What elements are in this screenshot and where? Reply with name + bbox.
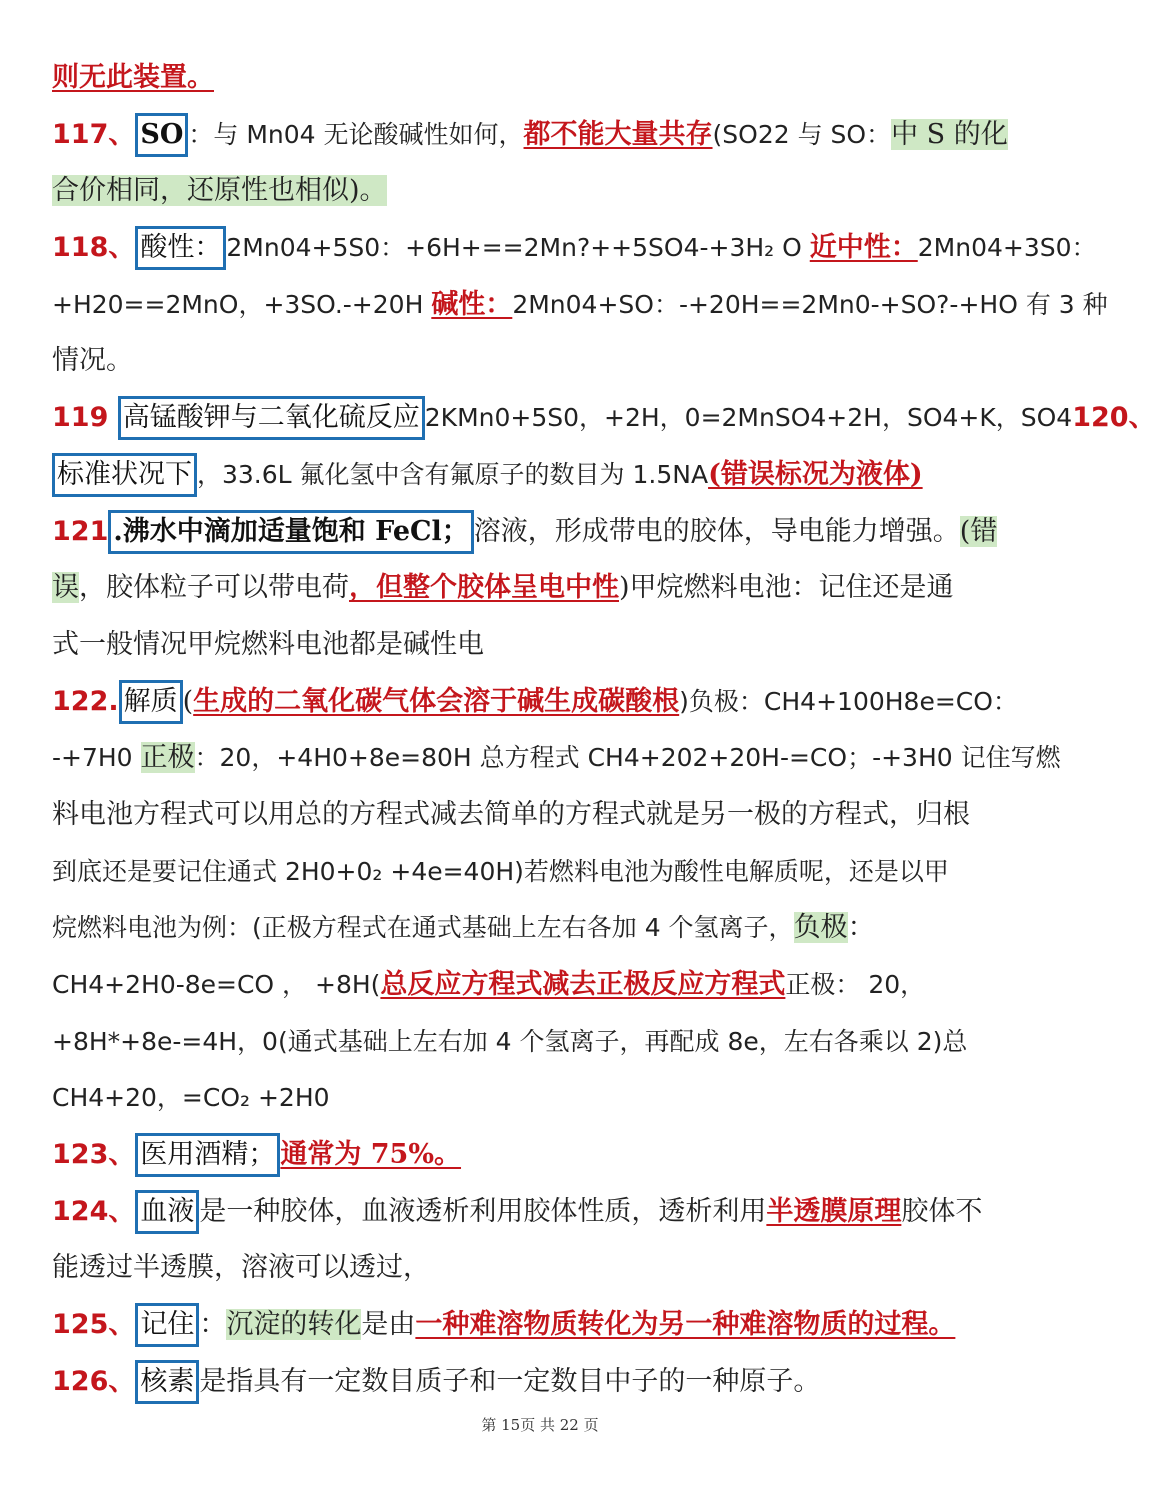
red-emphasis: 都不能大量共存 <box>523 118 713 150</box>
page-footer: 第 15页 共 22 页 <box>481 1416 599 1434</box>
red-emphasis: (错误标况为液体) <box>708 458 923 490</box>
text-span: 溶液，形成带电的胶体，导电能力增强。 <box>473 515 960 547</box>
red-emphasis: 近中性： <box>809 232 918 264</box>
text-line <box>52 1297 1042 1354</box>
text-line <box>52 900 1042 957</box>
red-emphasis: 一种难溶物质转化为另一种难溶物质的过程。 <box>415 1309 956 1341</box>
boxed-keyword: 解质 <box>119 680 183 724</box>
boxed-keyword: 核素 <box>135 1360 199 1404</box>
highlighted-text: 合价相同，还原性也相似)。 <box>52 175 387 207</box>
text-span: 情况。 <box>52 345 133 377</box>
text-line <box>52 1127 1042 1184</box>
boxed-keyword: 血液 <box>135 1190 199 1234</box>
item-number: 121 <box>52 515 109 547</box>
text-span: 到底还是要记住通式 2H0+0₂ +4e=40H)若燃料电池为酸性电解质呢，还是以甲 <box>52 856 949 886</box>
text-span: 式一般情况甲烷燃料电池都是碱性电 <box>52 628 484 660</box>
text-line <box>52 560 1042 617</box>
highlighted-text: 误 <box>52 572 79 604</box>
item-number: 123、 <box>52 1139 136 1171</box>
boxed-keyword: 高锰酸钾与二氧化硫反应 <box>118 396 425 440</box>
red-emphasis: 生成的二氧化碳气体会溶于碱生成碳酸根 <box>193 685 680 717</box>
red-emphasis: 通常为 75%。 <box>280 1139 462 1171</box>
text-line <box>52 163 1042 220</box>
text-line <box>52 844 1042 901</box>
item-number: 117、 <box>52 118 136 150</box>
text-line <box>52 1240 1042 1297</box>
item-number: 119 <box>52 402 118 434</box>
highlighted-text: 中 S 的化 <box>891 118 1008 150</box>
text-line <box>52 1014 1042 1071</box>
boxed-keyword: 酸性： <box>135 226 226 270</box>
text-span: )负极：CH4+100H8e=CO： <box>679 686 1018 716</box>
text-span: CH4+2H0-8e=CO ， +8H( <box>52 970 381 999</box>
text-span: +8H*+8e-=4H，0(通式基础上左右加 4 个氢离子，再配成 8e，左右各乘以 2)总 <box>52 1026 968 1056</box>
boxed-keyword: 医用酒精； <box>135 1133 280 1177</box>
text-span: CH4+20，=CO₂ +2H0 <box>52 1083 330 1113</box>
text-span: 能透过半透膜，溶液可以透过， <box>52 1252 430 1284</box>
item-number: 126、 <box>52 1365 136 1397</box>
item-number: 122. <box>52 685 119 717</box>
text-span: 是指具有一定数目质子和一定数目中子的一种原子。 <box>199 1365 821 1397</box>
text-line <box>52 674 1042 731</box>
boxed-keyword: SO <box>135 113 188 157</box>
text-line <box>52 277 1108 334</box>
text-span: 2KMn0+5S0，+2H，0=2MnSO4+2H，SO4+K，SO4 <box>424 403 1073 433</box>
highlighted-text: 负极 <box>793 912 848 944</box>
text-line <box>52 220 1097 277</box>
text-line <box>52 390 1156 447</box>
highlighted-text: (错 <box>959 515 998 547</box>
text-span: ( <box>182 685 194 717</box>
text-span: ：20，+4H0+8e=80H 总方程式 CH4+202+20H-=CO；-+3H0 记住写燃 <box>194 743 1061 773</box>
text-line <box>52 1354 1042 1411</box>
highlighted-text: 沉淀的转化 <box>226 1309 362 1341</box>
red-emphasis: 总反应方程式减去正极反应方程式 <box>380 969 786 1000</box>
text-span: ，33.6L 氟化氢中含有氟原子的数目为 1.5NA <box>197 459 709 489</box>
item-number: 125、 <box>52 1309 136 1341</box>
text-line <box>52 1070 1042 1127</box>
text-line <box>52 617 1042 674</box>
text-span: +H20==2MnO，+3SO.-+20H <box>52 289 432 319</box>
text-line <box>52 1184 1042 1241</box>
highlighted-text: 正极 <box>140 742 195 774</box>
text-line <box>52 957 1042 1014</box>
text-line <box>52 504 1042 561</box>
text-span: 正极： 20， <box>785 970 926 999</box>
text-line <box>52 447 1042 504</box>
item-number: 118、 <box>52 232 136 264</box>
text-span: (SO22 与 SO： <box>712 119 892 149</box>
text-span: -+7H0 <box>52 743 141 773</box>
text-span: 是由 <box>361 1309 416 1341</box>
item-number: 124、 <box>52 1195 136 1227</box>
text-line <box>52 730 1061 787</box>
red-emphasis: 半透膜原理 <box>766 1195 902 1227</box>
boxed-keyword: .沸水中滴加适量饱和 FeCl； <box>108 510 473 554</box>
text-span: ： <box>847 912 875 944</box>
red-emphasis: 则无此装置。 <box>52 62 214 93</box>
text-span: 料电池方程式可以用总的方程式减去简单的方程式就是另一极的方程式，归根 <box>52 798 970 830</box>
boxed-keyword: 记住 <box>135 1303 199 1347</box>
text-span: ，胶体粒子可以带电荷 <box>79 572 349 604</box>
document-body <box>52 50 1156 1411</box>
text-span: 是一种胶体，血液透析利用胶体性质，透析利用 <box>199 1195 767 1227</box>
red-emphasis: ，但整个胶体呈电中性 <box>349 572 619 604</box>
text-line <box>52 787 1042 844</box>
boxed-keyword: 标准状况下 <box>52 453 197 497</box>
text-span: ： <box>199 1309 227 1341</box>
text-line <box>52 50 1042 107</box>
text-span: 2Mn04+5S0：+6H+==2Mn?++5SO4-+3H₂ O <box>226 233 810 263</box>
red-emphasis: 碱性： <box>431 288 513 320</box>
text-line <box>52 333 1042 390</box>
text-line <box>52 107 1042 164</box>
item-number: 120、 <box>1072 402 1156 434</box>
text-span: 胶体不 <box>901 1195 983 1227</box>
text-span: 2Mn04+SO：-+20H==2Mn0-+SO?-+HO 有 3 种 <box>512 289 1108 319</box>
text-span: ：与 Mn04 无论酸碱性如何， <box>188 119 524 149</box>
text-span: )甲烷燃料电池：记住还是通 <box>619 572 954 604</box>
text-span: 烷燃料电池为例：(正极方程式在通式基础上左右各加 4 个氢离子， <box>52 913 794 943</box>
text-span: 2Mn04+3S0： <box>917 233 1097 263</box>
